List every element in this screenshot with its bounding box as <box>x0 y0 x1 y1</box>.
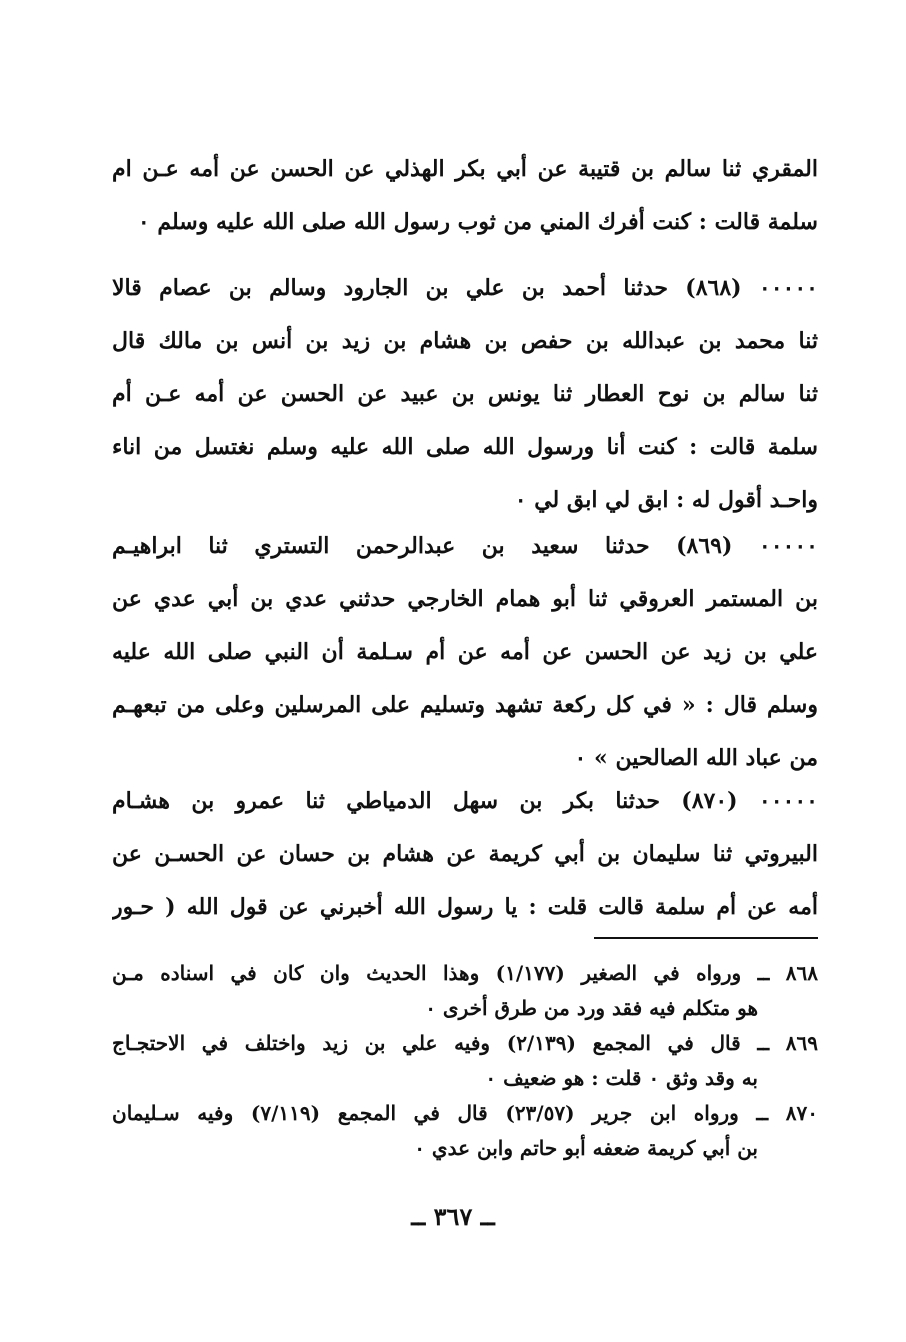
footnote-868 <box>112 956 818 1026</box>
footnote-869 <box>112 1026 818 1096</box>
footnote-line: بن أبي كريمة ضعفه أبو حاتم وابن عدي ٠ <box>414 1136 758 1160</box>
footnote-line: ٨٧٠ ــ ورواه ابن جرير (٢٣/٥٧) قال في المجمع (٧/١١٩) وفيه سـليمان <box>112 1101 818 1125</box>
footnotes <box>112 956 818 1166</box>
text-line: وسلم قال : « في كل ركعة تشهد وتسليم على المرسلين وعلى من تبعهـم <box>112 692 818 718</box>
text-line: سلمة قالت : كنت أنا ورسول الله صلى الله عليه وسلم نغتسل من اناء <box>112 434 818 460</box>
hadith-869 <box>112 520 818 785</box>
text-line: واحـد أقول له : ابق لي ابق لي ٠ <box>514 487 818 513</box>
footnote-line: ٨٦٩ ــ قال في المجمع (٢/١٣٩) وفيه علي بن زيد واختلف في الاحتجـاج <box>112 1031 818 1055</box>
hadith-868 <box>112 262 818 527</box>
footnote-line: به وقد وثق ٠ قلت : هو ضعيف ٠ <box>485 1066 758 1090</box>
text-line: ثنا محمد بن عبدالله بن حفص بن هشام بن زيد بن أنس بن مالك قال <box>112 328 818 354</box>
text-line: علي بن زيد عن الحسن عن أمه عن أم سـلمة أن النبي صلى الله عليه <box>112 639 818 665</box>
footnote-divider <box>594 937 818 939</box>
footnote-870 <box>112 1096 818 1166</box>
text-line: أمه عن أم سلمة قالت قلت : يا رسول الله أخبرني عن قول الله ( حـور <box>112 894 818 920</box>
text-line: المقري ثنا سالم بن قتيبة عن أبي بكر الهذلي عن الحسن عن أمه عـن ام <box>112 156 818 182</box>
text-line: ثنا سالم بن نوح العطار ثنا يونس بن عبيد عن الحسن عن أمه عـن أم <box>112 381 818 407</box>
text-line: من عباد الله الصالحين » ٠ <box>574 745 818 771</box>
text-line: بن المستمر العروقي ثنا أبو همام الخارجي حدثني عدي بن أبي عدي عن <box>112 586 818 612</box>
text-line: سلمة قالت : كنت أفرك المني من ثوب رسول الله صلى الله عليه وسلم ٠ <box>137 209 818 235</box>
text-line: البيروتي ثنا سليمان بن أبي كريمة عن هشام بن حسان عن الحسـن عن <box>112 841 818 867</box>
text-line: ٠٠٠٠٠ (٨٦٨) حدثنا أحمد بن علي بن الجارود وسالم بن عصام قالا <box>112 275 818 301</box>
hadith-870 <box>112 775 818 934</box>
footnote-line: هو متكلم فيه فقد ورد من طرق أخرى ٠ <box>425 996 758 1020</box>
text-line: ٠٠٠٠٠ (٨٦٩) حدثنا سعيد بن عبدالرحمن التستري ثنا ابراهيـم <box>112 533 818 559</box>
page-number: ــ ٣٦٧ ــ <box>411 1202 495 1231</box>
paragraph-1 <box>112 143 818 249</box>
text-line: ٠٠٠٠٠ (٨٧٠) حدثنا بكر بن سهل الدمياطي ثنا عمرو بن هشـام <box>112 788 818 814</box>
footnote-line: ٨٦٨ ــ ورواه في الصغير (١/١٧٧) وهذا الحديث وان كان في اسناده مـن <box>112 961 818 985</box>
